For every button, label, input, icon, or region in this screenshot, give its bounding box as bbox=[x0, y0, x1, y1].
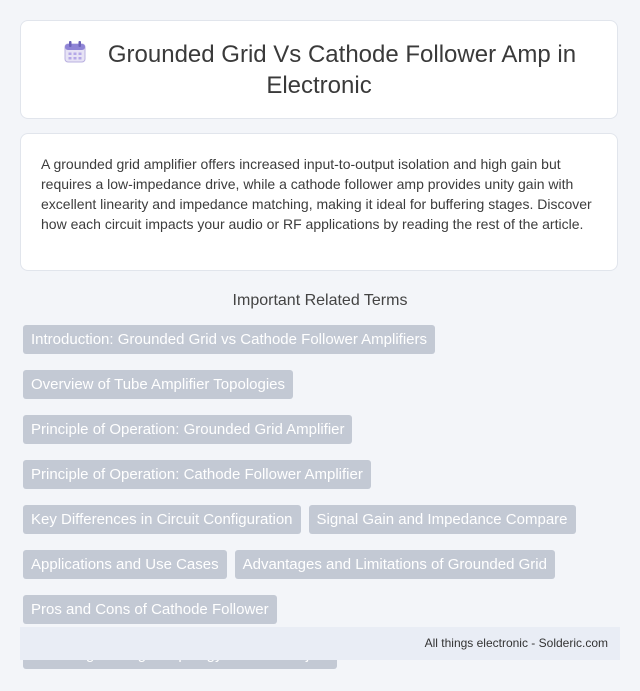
related-terms-heading: Important Related Terms bbox=[232, 292, 408, 309]
intro-text: A grounded grid amplifier offers increased input-to-output isolation and high gain but requires a low-impedance drive, while a cathode follower amp provides unity gain with excellent linearity and impedance matching, making it ideal for buffering stages. Discover how each circuit impacts your audio or RF applications by reading the rest of the article. bbox=[41, 156, 592, 232]
intro-card bbox=[20, 133, 618, 271]
related-term[interactable]: Applications and Use Cases bbox=[23, 550, 227, 579]
related-term[interactable]: Pros and Cons of Cathode Follower bbox=[23, 595, 277, 624]
page-title-text: Grounded Grid Vs Cathode Follower Amp in Electronic bbox=[107, 40, 577, 99]
footer-text: All things electronic - Solderic.com bbox=[424, 636, 608, 650]
header-card bbox=[20, 20, 618, 119]
related-term[interactable]: Introduction: Grounded Grid vs Cathode Follower Amplifiers bbox=[23, 325, 435, 354]
title-wrap bbox=[59, 39, 579, 101]
page-title bbox=[59, 39, 579, 101]
related-term[interactable]: Principle of Operation: Grounded Grid Amplifier bbox=[23, 415, 352, 444]
related-terms-list bbox=[23, 325, 623, 669]
related-term[interactable]: Principle of Operation: Cathode Follower Amplifier bbox=[23, 460, 371, 489]
footer bbox=[20, 627, 620, 660]
related-term[interactable]: Signal Gain and Impedance Compare bbox=[309, 505, 576, 534]
related-term[interactable]: Key Differences in Circuit Configuration bbox=[23, 505, 301, 534]
calendar-icon bbox=[62, 39, 88, 65]
related-term[interactable]: Overview of Tube Amplifier Topologies bbox=[23, 370, 293, 399]
related-term[interactable]: Advantages and Limitations of Grounded Grid bbox=[235, 550, 555, 579]
